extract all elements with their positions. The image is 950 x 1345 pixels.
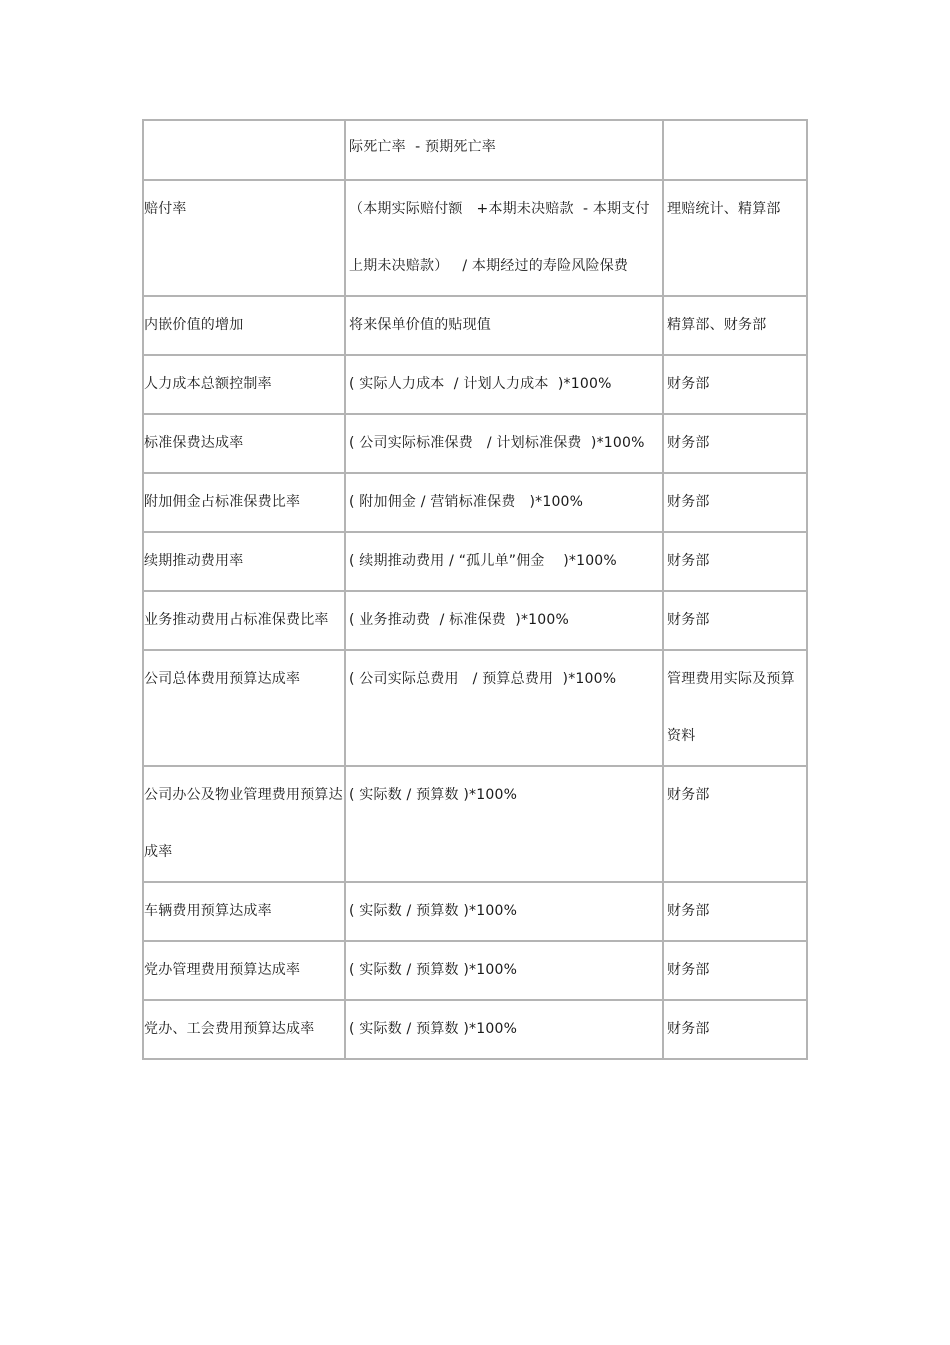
table-row <box>143 882 807 941</box>
indicator-cell: 党办、工会费用预算达成率 <box>143 1000 345 1059</box>
formula-cell: ( 实际人力成本 / 计划人力成本 )*100% <box>345 355 663 414</box>
formula-cell: ( 公司实际总费用 / 预算总费用 )*100% <box>345 650 663 766</box>
table-row <box>143 650 807 766</box>
indicator-table <box>142 119 808 1060</box>
formula-cell: ( 实际数 / 预算数 )*100% <box>345 766 663 882</box>
indicator-cell: 公司办公及物业管理费用预算达成率 <box>143 766 345 882</box>
table-body <box>143 120 807 1059</box>
source-cell: 财务部 <box>663 882 807 941</box>
formula-cell: （本期实际赔付额 +本期未决赔款 - 本期支付上期未决赔款） / 本期经过的寿险风险保费 <box>345 180 663 296</box>
source-cell: 财务部 <box>663 1000 807 1059</box>
formula-cell: ( 实际数 / 预算数 )*100% <box>345 1000 663 1059</box>
source-cell: 财务部 <box>663 766 807 882</box>
indicator-cell <box>143 120 345 180</box>
indicator-cell: 公司总体费用预算达成率 <box>143 650 345 766</box>
indicator-cell: 党办管理费用预算达成率 <box>143 941 345 1000</box>
table-row <box>143 941 807 1000</box>
source-cell: 精算部、财务部 <box>663 296 807 355</box>
source-cell: 财务部 <box>663 941 807 1000</box>
formula-cell: ( 实际数 / 预算数 )*100% <box>345 941 663 1000</box>
table-row <box>143 120 807 180</box>
indicator-cell: 业务推动费用占标准保费比率 <box>143 591 345 650</box>
indicator-cell: 车辆费用预算达成率 <box>143 882 345 941</box>
formula-cell: ( 公司实际标准保费 / 计划标准保费 )*100% <box>345 414 663 473</box>
source-cell: 财务部 <box>663 414 807 473</box>
indicator-cell: 内嵌价值的增加 <box>143 296 345 355</box>
indicator-cell: 标准保费达成率 <box>143 414 345 473</box>
source-cell: 管理费用实际及预算资料 <box>663 650 807 766</box>
table-row <box>143 591 807 650</box>
indicator-cell: 续期推动费用率 <box>143 532 345 591</box>
formula-cell: ( 附加佣金 / 营销标准保费 )*100% <box>345 473 663 532</box>
formula-cell: 际死亡率 - 预期死亡率 <box>345 120 663 180</box>
source-cell <box>663 120 807 180</box>
table-row <box>143 1000 807 1059</box>
table-row <box>143 532 807 591</box>
indicator-cell: 附加佣金占标准保费比率 <box>143 473 345 532</box>
indicator-cell: 赔付率 <box>143 180 345 296</box>
table-row <box>143 180 807 296</box>
table-row <box>143 473 807 532</box>
table-row <box>143 296 807 355</box>
formula-cell: ( 业务推动费 / 标准保费 )*100% <box>345 591 663 650</box>
formula-cell: ( 续期推动费用 / “孤儿单”佣金 )*100% <box>345 532 663 591</box>
source-cell: 财务部 <box>663 532 807 591</box>
source-cell: 财务部 <box>663 355 807 414</box>
indicator-cell: 人力成本总额控制率 <box>143 355 345 414</box>
source-cell: 财务部 <box>663 591 807 650</box>
formula-cell: 将来保单价值的贴现值 <box>345 296 663 355</box>
table-row <box>143 766 807 882</box>
source-cell: 财务部 <box>663 473 807 532</box>
source-cell: 理赔统计、精算部 <box>663 180 807 296</box>
table-row <box>143 355 807 414</box>
table-row <box>143 414 807 473</box>
formula-cell: ( 实际数 / 预算数 )*100% <box>345 882 663 941</box>
